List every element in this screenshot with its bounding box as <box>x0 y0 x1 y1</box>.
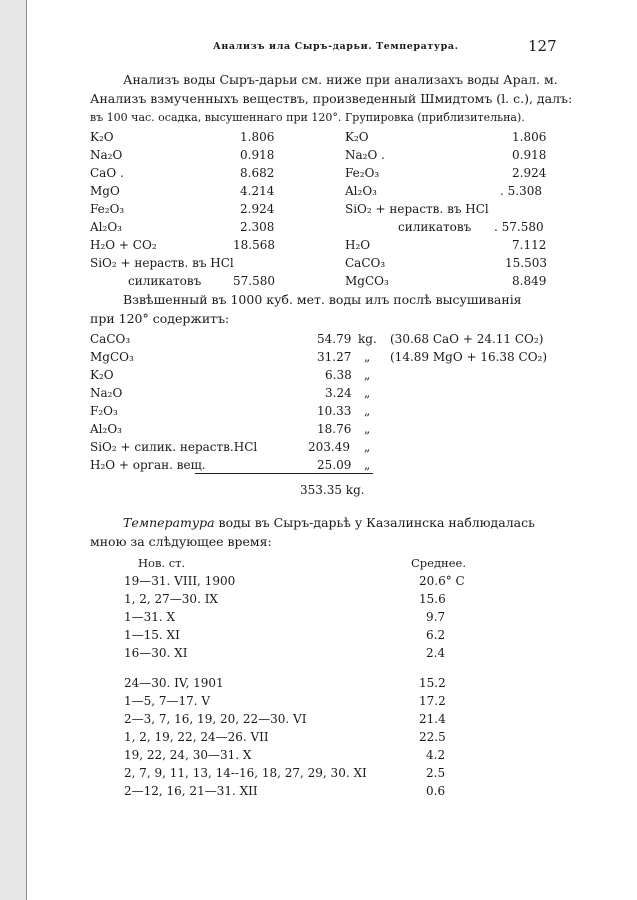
suspended-row-name: Al₂O₃ <box>90 422 122 436</box>
suspended-row-value: 10.33 <box>317 404 352 418</box>
intro-line-1: Анализъ воды Сыръ-дарьи см. ниже при анализахъ воды Арал. м. <box>123 72 558 87</box>
temperature-mean: 2.4 <box>426 646 446 660</box>
temperature-mean: 15.6 <box>419 592 446 606</box>
suspended-row-name: MgCO₃ <box>90 350 134 364</box>
analysis-right-name: K₂O <box>345 130 369 144</box>
analysis-right-name: Fe₂O₃ <box>345 166 380 180</box>
analysis-right-value: 15.503 <box>505 256 547 270</box>
analysis-left-name: MgO <box>90 184 120 198</box>
analysis-left-name: K₂O <box>90 130 114 144</box>
analysis-left-name: Al₂O₃ <box>90 220 122 234</box>
suspended-row-value: 54.79 <box>317 332 352 346</box>
analysis-left-name: силикатовъ <box>128 274 202 288</box>
temperature-italic-word: Температура <box>123 515 215 530</box>
suspended-total: 353.35 kg. <box>300 483 365 497</box>
suspended-row-unit: „ <box>364 440 371 454</box>
intro-line-3-right: Групировка (приблизительна). <box>345 111 525 124</box>
suspended-row-unit: „ <box>364 422 371 436</box>
analysis-left-name: SiO₂ + нераств. въ HCl <box>90 256 234 270</box>
suspended-row-value: 25.09 <box>317 458 352 472</box>
analysis-left-value: 18.568 <box>233 238 275 252</box>
analysis-right-value: 1.806 <box>512 130 547 144</box>
temperature-mean: 20.6° C <box>419 574 465 588</box>
suspended-row-name: Na₂O <box>90 386 123 400</box>
analysis-right-name: CaCO₃ <box>345 256 386 270</box>
intro-line-2: Анализъ взмученныхъ веществъ, произведенный Шмидтомъ (l. c.), далъ: <box>90 91 573 106</box>
temperature-col-header-left: Нов. ст. <box>138 556 186 570</box>
temperature-mean: 22.5 <box>419 730 446 744</box>
suspended-row-value: 6.38 <box>325 368 352 382</box>
temperature-mean: 2.5 <box>426 766 446 780</box>
suspended-row-unit: „ <box>364 368 371 382</box>
suspended-row-note: (14.89 MgO + 16.38 CO₂) <box>390 350 548 364</box>
temperature-col-header-right: Среднее. <box>411 556 466 570</box>
book-binding-edge <box>0 0 27 900</box>
temperature-period: 2, 7, 9, 11, 13, 14--16, 18, 27, 29, 30. XI <box>124 766 367 780</box>
temperature-mean: 6.2 <box>426 628 446 642</box>
analysis-right-name: MgCO₃ <box>345 274 389 288</box>
sum-rule-line <box>195 473 373 474</box>
analysis-left-name: CaO . <box>90 166 124 180</box>
temperature-mean: 15.2 <box>419 676 446 690</box>
suspended-row-value: 203.49 <box>308 440 350 454</box>
analysis-right-value: 0.918 <box>512 148 547 162</box>
suspended-row-unit: „ <box>364 404 371 418</box>
suspended-row-name: CaCO₃ <box>90 332 131 346</box>
temperature-period: 1—5, 7—17. V <box>124 694 211 708</box>
analysis-right-value: 8.849 <box>512 274 547 288</box>
suspended-row-name: F₂O₃ <box>90 404 118 418</box>
temperature-period: 2—12, 16, 21—31. XII <box>124 784 258 798</box>
temperature-mean: 21.4 <box>419 712 446 726</box>
suspended-row-unit: „ <box>364 386 371 400</box>
analysis-right-name: силикатовъ <box>398 220 472 234</box>
temperature-period: 1, 2, 27—30. IX <box>124 592 218 606</box>
analysis-right-name: Al₂O₃ <box>345 184 377 198</box>
analysis-right-value: . 57.580 <box>494 220 544 234</box>
temperature-period: 19, 22, 24, 30—31. X <box>124 748 252 762</box>
suspended-row-unit: „ <box>364 350 371 364</box>
analysis-right-value: 7.112 <box>512 238 547 252</box>
analysis-left-name: Na₂O <box>90 148 123 162</box>
running-head: Анализъ ила Сыръ-дарьи. Температура. <box>213 41 459 52</box>
analysis-left-name: Fe₂O₃ <box>90 202 125 216</box>
temperature-period: 24—30. IV, 1901 <box>124 676 224 690</box>
temperature-mean: 0.6 <box>426 784 446 798</box>
temperature-line-1-rest: воды въ Сыръ-дарьѣ у Казалинска наблюдалась <box>214 515 535 530</box>
analysis-left-value: 2.924 <box>240 202 275 216</box>
suspended-row-value: 3.24 <box>325 386 352 400</box>
temperature-period: 1, 2, 19, 22, 24—26. VII <box>124 730 269 744</box>
analysis-left-value: 0.918 <box>240 148 275 162</box>
temperature-period: 1—15. XI <box>124 628 180 642</box>
suspended-row-unit: „ <box>364 458 371 472</box>
analysis-left-value: 1.806 <box>240 130 275 144</box>
analysis-left-value: 4.214 <box>240 184 275 198</box>
temperature-mean: 4.2 <box>426 748 446 762</box>
suspended-row-name: K₂O <box>90 368 114 382</box>
suspended-row-value: 18.76 <box>317 422 352 436</box>
suspended-row-unit: kg. <box>358 332 377 346</box>
temperature-period: 1—31. X <box>124 610 176 624</box>
suspended-row-value: 31.27 <box>317 350 352 364</box>
temperature-mean: 17.2 <box>419 694 446 708</box>
analysis-right-value: 2.924 <box>512 166 547 180</box>
analysis-right-name: SiO₂ + нераств. въ HCl <box>345 202 489 216</box>
temperature-mean: 9.7 <box>426 610 446 624</box>
analysis-left-name: H₂O + CO₂ <box>90 238 157 252</box>
temperature-line-1 <box>123 515 535 530</box>
suspended-line-1: Взвѣшенный въ 1000 куб. мет. воды илъ послѣ высушиванія <box>123 292 522 307</box>
temperature-period: 2—3, 7, 16, 19, 20, 22—30. VI <box>124 712 307 726</box>
temperature-period: 16—30. XI <box>124 646 188 660</box>
suspended-row-note: (30.68 CaO + 24.11 CO₂) <box>390 332 544 346</box>
analysis-right-value: . 5.308 <box>500 184 542 198</box>
analysis-left-value: 8.682 <box>240 166 275 180</box>
suspended-line-2: при 120° содержитъ: <box>90 311 230 326</box>
temperature-line-2: мною за слѣдующее время: <box>90 534 272 549</box>
page-number: 127 <box>528 37 557 55</box>
suspended-row-name: SiO₂ + силик. нераств.HCl <box>90 440 258 454</box>
suspended-row-name: H₂O + орган. вещ. <box>90 458 206 472</box>
analysis-right-name: Na₂O . <box>345 148 385 162</box>
intro-line-3-left: въ 100 час. осадка, высушеннаго при 120°. <box>90 111 342 124</box>
analysis-right-name: H₂O <box>345 238 371 252</box>
analysis-left-value: 2.308 <box>240 220 275 234</box>
temperature-period: 19—31. VIII, 1900 <box>124 574 236 588</box>
analysis-left-value: 57.580 <box>233 274 275 288</box>
